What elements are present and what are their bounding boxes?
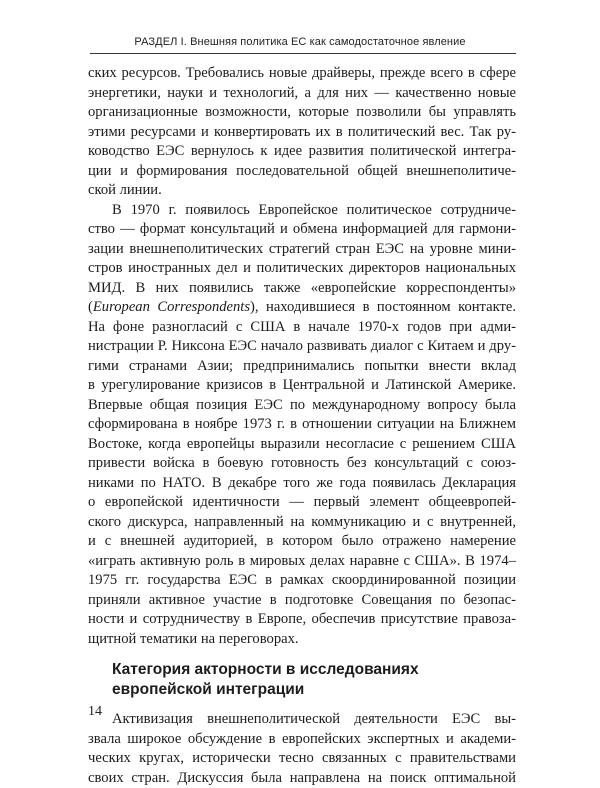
text-line: Активизация внешнеполитической деятельности ЕЭС вы- xyxy=(88,710,516,730)
text-line: энергетики, науки и технологий, а для них — качественно новые xyxy=(88,84,516,104)
running-head: РАЗДЕЛ I. Внешняя политика ЕС как самодостаточное явление xyxy=(0,36,600,48)
text-line: приняли активное участие в подготовке Совещания по безопас- xyxy=(88,591,516,611)
text-line: в урегулирование кризисов в Центральной и Латинской Америке. xyxy=(88,376,516,396)
text-line: никами по НАТО. В декабре того же года появилась Декларация xyxy=(88,474,516,494)
text-line: нистрации Р. Никсона ЕЭС начало развивать диалог с Китаем и дру- xyxy=(88,337,516,357)
header-divider xyxy=(90,53,516,54)
text-line: На фоне разногласий с США в начале 1970-х годов при адми- xyxy=(88,318,516,338)
text-line: ской линии. xyxy=(88,181,516,201)
text-line: «играть активную роль в мировых делах наравне с США». В 1974– xyxy=(88,552,516,572)
text-line: своих стран. Дискуссия была направлена на поиск оптимальной xyxy=(88,769,516,788)
italic-phrase: European Correspondents xyxy=(93,299,250,315)
paragraph-3 xyxy=(88,710,516,788)
text-line: МИД. В них появились также «европейские корреспонденты» xyxy=(88,279,516,299)
text-line: о европейской идентичности — первый элемент общеевропей- xyxy=(88,493,516,513)
text-line: 1975 гг. государства ЕЭС в рамках скоординированной позиции xyxy=(88,571,516,591)
paragraph-2 xyxy=(88,201,516,650)
text-line: этими ресурсами и конвертировать их в политический вес. Так ру- xyxy=(88,123,516,143)
text-line: ности и сотрудничеству в Европе, обеспечив присутствие правоза- xyxy=(88,610,516,630)
section-heading-line: Категория акторности в исследованиях xyxy=(112,660,516,680)
text-line: гими странами Азии; предпринимались попытки внести вклад xyxy=(88,357,516,377)
text-line-italic: (European Correspondents), находившиеся в постоянном контакте. xyxy=(88,298,516,318)
text-line: и с внешней аудиторией, в котором было отражено намерение xyxy=(88,532,516,552)
text-line: Востоке, когда европейцы выразили несогласие с решением США xyxy=(88,435,516,455)
text-line: ских ресурсов. Требовались новые драйверы, прежде всего в сфере xyxy=(88,64,516,84)
text-line: В 1970 г. появилось Европейское политическое сотрудниче- xyxy=(88,201,516,221)
text-line: ководство ЕЭС вернулось к идее развития политической интегра- xyxy=(88,142,516,162)
text-line: ческих кругах, исторически тесно связанных с правительствами xyxy=(88,749,516,769)
text-line: ского дискурса, направленный на коммуникацию и с внутренней, xyxy=(88,513,516,533)
text-line: привести войска в боевую готовность без консультаций с союз- xyxy=(88,454,516,474)
paragraph-1 xyxy=(88,64,516,201)
section-heading-line: европейской интеграции xyxy=(112,680,516,700)
page-number: 14 xyxy=(88,704,102,720)
text-line: зации внешнеполитических стратегий стран ЕЭС на уровне мини- xyxy=(88,240,516,260)
text-line: сформирована в ноябре 1973 г. в отношении ситуации на Ближнем xyxy=(88,415,516,435)
page-body xyxy=(88,64,516,788)
section-heading xyxy=(88,660,516,700)
text-line: организационные возможности, которые позволили бы управлять xyxy=(88,103,516,123)
text-line: Впервые общая позиция ЕЭС по международному вопросу была xyxy=(88,396,516,416)
text-line: щитной тематики на переговорах. xyxy=(88,630,516,650)
text-line: ство — формат консультаций и обмена информацией для гармони- xyxy=(88,220,516,240)
text-line: ции и формирования последовательной общей внешнеполитиче- xyxy=(88,162,516,182)
text-line: стров иностранных дел и политических директоров национальных xyxy=(88,259,516,279)
text-line: звала широкое обсуждение в европейских экспертных и академи- xyxy=(88,730,516,750)
